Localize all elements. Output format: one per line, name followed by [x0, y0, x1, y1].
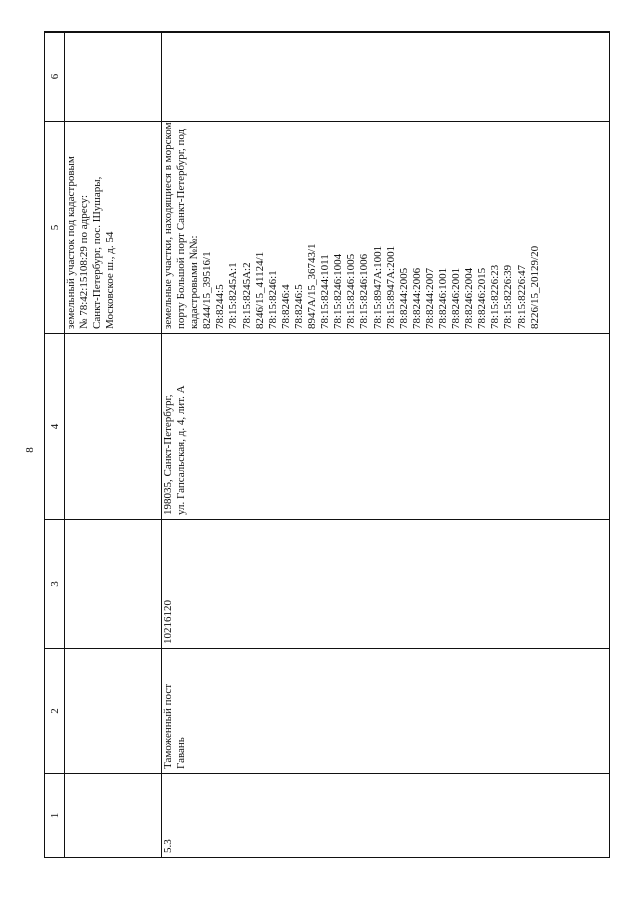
- prev-row-line: Санкт-Петербург, пос. Шушары,: [91, 176, 104, 329]
- cadastral-number: 78:15:8246:1006: [358, 253, 371, 329]
- rotated-table-wrapper: [44, 32, 610, 858]
- header-col-3: 3: [45, 520, 65, 649]
- header-col-1: 1: [45, 774, 65, 858]
- prev-row-col-3: [65, 520, 162, 649]
- cadastral-number: 78:15:8245А:1: [227, 262, 240, 329]
- cadastral-number: 78:15:8244:1011: [319, 254, 332, 329]
- post-address: [162, 334, 610, 520]
- cadastral-number: 78:15:8947А:2001: [384, 245, 397, 329]
- land-intro-line: кадастровыми №№:: [188, 235, 201, 329]
- post-code: 10216120: [162, 520, 610, 649]
- prev-row-col-2: [65, 649, 162, 774]
- cadastral-number: 78:8246:1001: [436, 267, 449, 329]
- address-line: ул. Гапсальская, д. 4, лит. А: [175, 385, 187, 515]
- cadastral-number: 8246/15_41124/1: [253, 251, 266, 329]
- cadastral-number: 78:15:8246:1005: [345, 253, 358, 329]
- row-5-3: [162, 32, 610, 858]
- customs-posts-table: [44, 31, 610, 858]
- prev-row-col-6: [65, 32, 162, 122]
- header-col-5: 5: [45, 122, 65, 334]
- cadastral-number: 78:15:8226:47: [515, 264, 528, 329]
- prev-row-col-4: [65, 334, 162, 520]
- row-col-6: [162, 32, 610, 122]
- cadastral-number: 8226/15_20129/20: [528, 245, 541, 329]
- prev-row-line: № 78:42:15108:29 по адресу:: [78, 194, 91, 329]
- cadastral-number: 78:8244:5: [214, 284, 227, 329]
- page-number: 8: [24, 447, 36, 453]
- row-number: 5.3: [162, 774, 610, 858]
- cadastral-number: 78:15:8226:23: [489, 264, 502, 329]
- address-line: 198035, Санкт-Петербург,: [162, 394, 174, 515]
- cadastral-number: 78:15:8245А:2: [240, 262, 253, 329]
- cadastral-list: [201, 126, 541, 329]
- cadastral-number: 78:8244:2006: [410, 267, 423, 329]
- prev-row-land-plot: [65, 122, 162, 334]
- cadastral-number: 78:8246:5: [292, 284, 305, 329]
- post-name: Таможенный пост Гавань: [162, 649, 610, 774]
- cadastral-number: 78:8246:4: [279, 284, 292, 329]
- cadastral-number: 78:8246:2015: [476, 267, 489, 329]
- land-intro-line: порту Большой порт Санкт-Петербург, под: [175, 128, 188, 329]
- cadastral-number: 8244/15_39516/1: [201, 251, 214, 329]
- cadastral-number: 78:8246:2001: [450, 267, 463, 329]
- prev-row: [65, 32, 162, 858]
- header-row: [45, 32, 65, 858]
- cadastral-number: 78:15:8226:39: [502, 264, 515, 329]
- land-intro-line: земельные участки, находящиеся в морском: [162, 122, 174, 329]
- cadastral-number: 8947А/15_36743/1: [306, 243, 319, 329]
- header-col-2: 2: [45, 649, 65, 774]
- prev-row-line: Московское ш., д. 54: [104, 231, 117, 329]
- cadastral-number: 78:15:8246:1: [266, 270, 279, 329]
- cadastral-number: 78:8244:2007: [423, 267, 436, 329]
- header-col-6: 6: [45, 32, 65, 122]
- cadastral-number: 78:8244:2005: [397, 267, 410, 329]
- header-col-4: 4: [45, 334, 65, 520]
- cadastral-number: 78:15:8947А:1001: [371, 245, 384, 329]
- cadastral-number: 78:8246:2004: [463, 267, 476, 329]
- land-plots-cell: [162, 122, 610, 334]
- cadastral-number: 78:15:8246:1004: [332, 253, 345, 329]
- prev-row-line: земельный участок под кадастровым: [65, 156, 77, 329]
- prev-row-col-1: [65, 774, 162, 858]
